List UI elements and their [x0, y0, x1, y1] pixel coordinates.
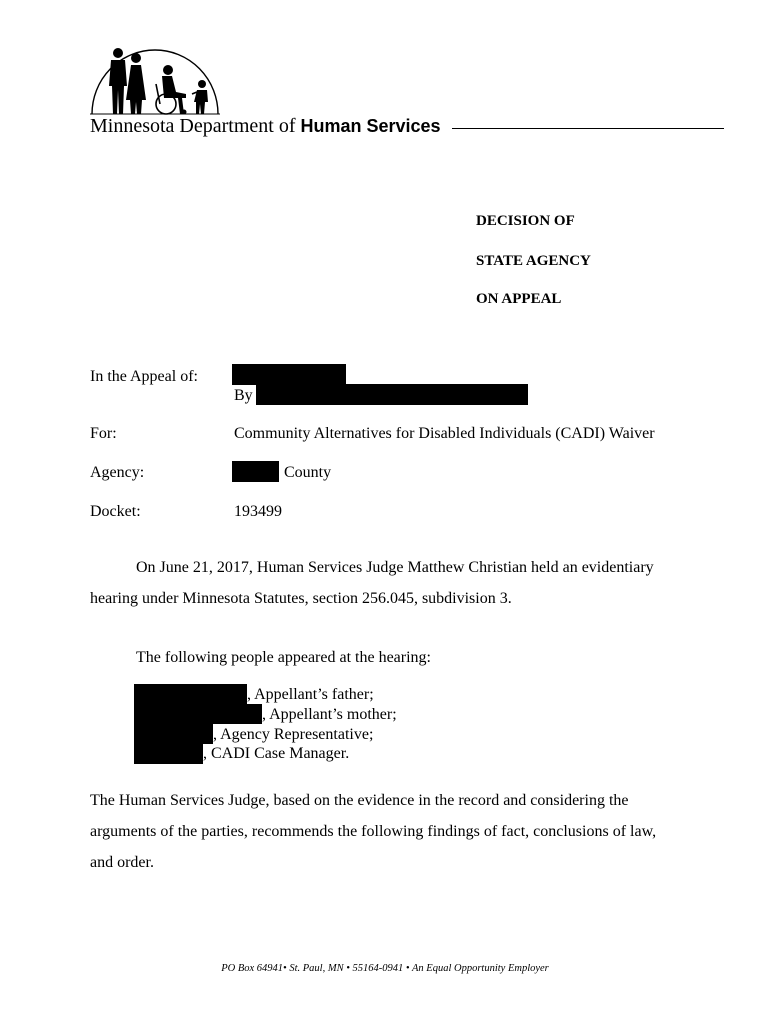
footer-address: PO Box 64941• St. Paul, MN • 55164-0941 • An Equal Opportunity Employer	[221, 963, 549, 974]
appeal-label: In the Appeal of:	[90, 368, 198, 385]
redacted-attendee-4	[134, 744, 203, 764]
by-label: By	[234, 387, 253, 404]
agency-label: Agency:	[90, 464, 145, 481]
closing-line-1: The Human Services Judge, based on the evidence in the record and considering the	[90, 792, 629, 809]
agency-county-suffix: County	[284, 464, 332, 481]
title-line-1: DECISION OF	[476, 213, 575, 229]
redacted-attendee-2	[134, 704, 262, 724]
docket-label: Docket:	[90, 503, 141, 520]
attendee-2-role: , Appellant’s mother;	[262, 706, 397, 723]
closing-paragraph	[90, 785, 730, 878]
redacted-county-name	[232, 461, 279, 482]
header-rule	[452, 128, 724, 129]
attendee-1-role: , Appellant’s father;	[247, 686, 374, 703]
hearing-line-1: On June 21, 2017, Human Services Judge Matthew Christian held an evidentiary	[136, 559, 654, 576]
appeared-intro: The following people appeared at the hearing:	[136, 649, 431, 666]
docket-value: 193499	[234, 503, 282, 520]
title-line-3: ON APPEAL	[476, 291, 562, 307]
closing-line-3: and order.	[90, 854, 154, 871]
family-wheelchair-logo-icon	[88, 44, 222, 120]
org-name-regular: Minnesota Department of	[90, 115, 301, 137]
closing-line-2: arguments of the parties, recommends the following findings of fact, conclusions of law,	[90, 823, 657, 840]
hearing-paragraph	[90, 552, 730, 614]
hearing-line-2: hearing under Minnesota Statutes, section 256.045, subdivision 3.	[90, 590, 512, 607]
title-line-2: STATE AGENCY	[476, 253, 591, 269]
redacted-attendee-3	[134, 724, 213, 744]
org-name-bold: Human Services	[300, 116, 441, 136]
attendee-3-role: , Agency Representative;	[213, 726, 374, 743]
for-value: Community Alternatives for Disabled Individuals (CADI) Waiver	[234, 425, 655, 442]
org-name	[90, 114, 441, 138]
attendee-4-role: , CADI Case Manager.	[203, 745, 350, 762]
for-label: For:	[90, 425, 117, 442]
redacted-representative-name	[256, 384, 528, 405]
redacted-attendee-1	[134, 684, 247, 704]
redacted-appellant-name	[232, 364, 346, 385]
